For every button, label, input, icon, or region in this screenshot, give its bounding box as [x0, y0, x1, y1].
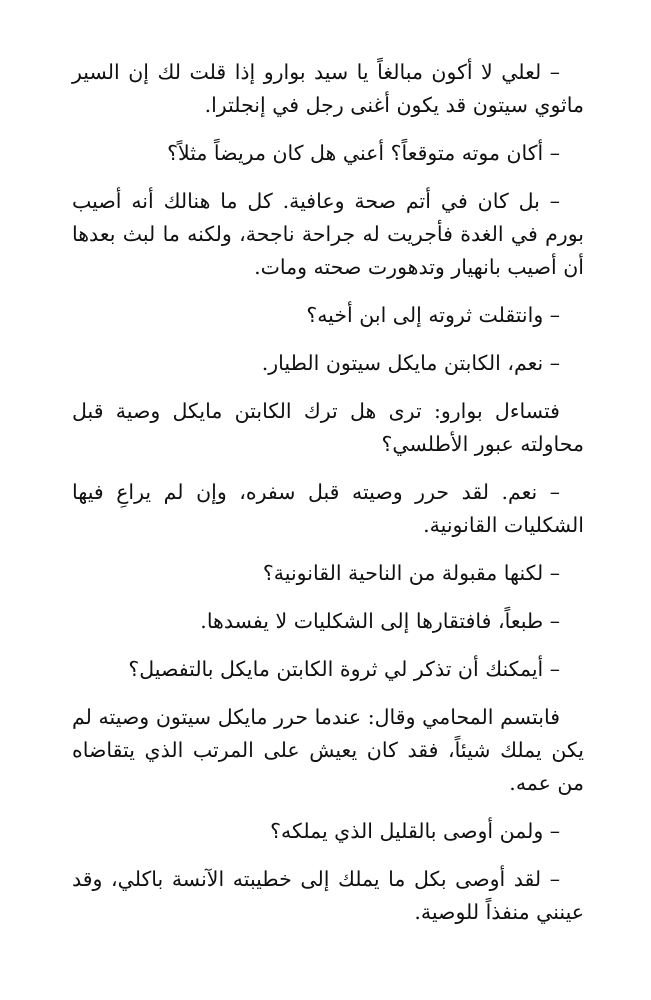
paragraph-3: – بل كان في أتم صحة وعافية. كل ما هنالك أنه أصيب بورم في الغدة فأجريت له جراحة ناجحة، ولكنه ما لبث بعدها أن أصيب بانهيار وتدهورت صحته ومات. — [72, 189, 584, 279]
paragraph-6: فتساءل بوارو: ترى هل ترك الكابتن مايكل وصية قبل محاولته عبور الأطلسي؟ — [72, 399, 584, 456]
paragraph-8: – لكنها مقبولة من الناحية القانونية؟ — [262, 561, 560, 585]
paragraph-9: – طبعاً، فافتقارها إلى الشكليات لا يفسدها. — [200, 609, 560, 633]
paragraph-1: – لعلي لا أكون مبالغاً يا سيد بوارو إذا قلت لك إن السير ماثوي سيتون قد يكون أغنى رجل في إنجلترا. — [72, 60, 584, 117]
document-page — [72, 56, 584, 944]
paragraph-2: – أكان موته متوقعاً؟ أعني هل كان مريضاً مثلاً؟ — [167, 141, 560, 165]
paragraph-11: فابتسم المحامي وقال: عندما حرر مايكل سيتون وصيته لم يكن يملك شيئاً، فقد كان يعيش على المرتب الذي يتقاضاه من عمه. — [72, 705, 584, 795]
paragraph-12: – ولمن أوصى بالقليل الذي يملكه؟ — [270, 819, 560, 843]
paragraph-4: – وانتقلت ثروته إلى ابن أخيه؟ — [306, 303, 560, 327]
paragraph-7: – نعم. لقد حرر وصيته قبل سفره، وإن لم يراعِ فيها الشكليات القانونية. — [72, 480, 584, 537]
paragraph-13: – لقد أوصى بكل ما يملك إلى خطيبته الآنسة باكلي، وقد عينني منفذاً للوصية. — [72, 867, 584, 924]
paragraph-10: – أيمكنك أن تذكر لي ثروة الكابتن مايكل بالتفصيل؟ — [128, 657, 560, 681]
paragraph-5: – نعم، الكابتن مايكل سيتون الطيار. — [261, 351, 560, 375]
